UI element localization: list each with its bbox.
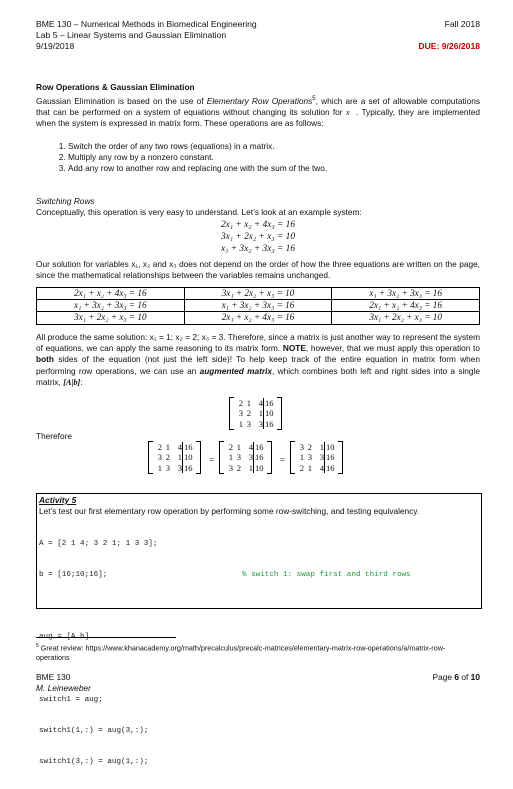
note-label: NOTE bbox=[282, 343, 306, 354]
matrix-cell: 1 bbox=[246, 398, 251, 408]
matrix-cell: 16 bbox=[324, 452, 337, 462]
matrix-cell: 1 bbox=[236, 442, 241, 452]
matrix-cell: 3 bbox=[246, 418, 251, 429]
matrix-cell: 2 bbox=[157, 442, 162, 452]
matrix-cell: 2 bbox=[228, 442, 233, 452]
code-comment: % switch 1: swap first and third rows bbox=[242, 571, 411, 579]
table-cell: 2x₁ + x₂ + 4x₃ = 16 bbox=[332, 300, 480, 312]
code-line: switch1(1,:) = aug(3,:); bbox=[39, 727, 149, 736]
activity-title: Activity 5 bbox=[39, 495, 77, 505]
right-bracket bbox=[338, 441, 343, 474]
code-line: A = [2 1 4; 3 2 1; 1 3 3]; bbox=[39, 539, 158, 548]
term: Fall 2018 bbox=[444, 19, 480, 29]
matrix-cell: 2 bbox=[165, 452, 170, 463]
right-bracket bbox=[267, 441, 272, 474]
augmented-term: augmented matrix bbox=[199, 365, 273, 376]
table-row bbox=[37, 288, 480, 300]
left-bracket bbox=[229, 397, 234, 430]
code-line bbox=[39, 601, 157, 611]
matrix-cell: 4 bbox=[248, 442, 253, 452]
code-line: aug = [A b] bbox=[39, 633, 90, 642]
matrix-cell: 2 bbox=[246, 408, 251, 419]
header-right bbox=[418, 19, 480, 52]
x-vector: x⃗ bbox=[345, 107, 356, 117]
page-number: Page 6 of 10 bbox=[432, 672, 480, 682]
matrix-cell: 3 bbox=[299, 442, 304, 452]
matrix-cell: 2 bbox=[238, 398, 243, 408]
operations-list bbox=[48, 141, 478, 175]
operation-item: 2. Multiply any row by a nonzero constant. bbox=[68, 152, 478, 163]
equation: 3x₁ + 2x₂ + x₃ = 10 bbox=[220, 232, 296, 242]
footnote-text: Great review: https://www.khanacademy.org/math/precalculus/precalc-matrices/elementary-matrix-row-operations/a/matrix-row-operations bbox=[36, 643, 446, 663]
matrix-swapped-rows-1-3 bbox=[290, 441, 343, 474]
equation: x₁ + 3x₂ + 3x₃ = 16 bbox=[220, 244, 296, 254]
matrix-cell: 3 bbox=[236, 452, 241, 463]
section-title: Row Operations & Gaussian Elimination bbox=[36, 82, 195, 92]
switching-intro: Conceptually, this operation is very easy to understand. Let’s look at an example system: bbox=[36, 207, 362, 217]
order-paragraph: Our solution for variables x₁, x₂ and x₃ does not depend on the order of how the three equations are written on the page, since the mathematical relationships between the variables remains unchanged. bbox=[36, 259, 480, 281]
matrix-cell: 3 bbox=[248, 452, 253, 463]
matrix-cell: 10 bbox=[182, 452, 195, 462]
footnote: $^5$ Great review: https://www.khanacademy.org/math/precalculus/precalc-matrices/elementary-matrix-row-operations/a/matrix-row-operations bbox=[36, 643, 446, 663]
table-cell: x₁ + 3x₂ + 3x₃ = 16 bbox=[37, 300, 185, 312]
table-cell: 3x₁ + 2x₂ + x₃ = 10 bbox=[184, 288, 332, 300]
left-bracket bbox=[290, 441, 295, 474]
matrix-cell: 4 bbox=[258, 398, 263, 408]
matrix-cell: 1 bbox=[307, 462, 312, 473]
matrix-cell: 3 bbox=[157, 452, 162, 463]
header-block bbox=[36, 19, 257, 52]
therefore-label: Therefore bbox=[36, 431, 72, 441]
footer-course: BME 130 bbox=[36, 672, 71, 682]
matrix-cell: 4 bbox=[319, 462, 324, 473]
matrix-cell: 10 bbox=[263, 408, 276, 418]
equivalent-systems-table bbox=[36, 287, 480, 325]
matrix-cell: 1 bbox=[248, 462, 253, 473]
matrix-cell: 16 bbox=[263, 419, 276, 429]
matrix-cell: 16 bbox=[182, 442, 195, 452]
table-cell: x₁ + 3x₂ + 3x₃ = 16 bbox=[184, 300, 332, 312]
matrix-cell: 3 bbox=[165, 462, 170, 473]
matrix-cell: 1 bbox=[177, 452, 182, 463]
table-cell: 3x₁ + 2x₂ + x₃ = 10 bbox=[37, 312, 185, 324]
matrix-cell: 16 bbox=[263, 398, 276, 408]
footer-left bbox=[36, 672, 91, 694]
matrix-cell: 3 bbox=[307, 452, 312, 463]
matrix-cell: 10 bbox=[253, 463, 266, 473]
matrix-cell: 16 bbox=[253, 442, 266, 452]
table-cell: 2x₁ + x₂ + 4x₃ = 16 bbox=[37, 288, 185, 300]
code-line: switch1 = aug; bbox=[39, 695, 103, 704]
course-title: BME 130 – Numerical Methods in Biomedical Engineering bbox=[36, 19, 257, 29]
matrix-cell: 3 bbox=[238, 408, 243, 419]
matrix-cell: 3 bbox=[319, 452, 324, 463]
matrix-cell: 1 bbox=[258, 408, 263, 419]
matrix-cell: 1 bbox=[319, 442, 324, 452]
matrix-cell: 2 bbox=[307, 442, 312, 452]
due-date: DUE: 9/26/2018 bbox=[418, 41, 480, 51]
matrix-original bbox=[148, 441, 201, 474]
example-system bbox=[36, 219, 480, 257]
lab-date: 9/19/2018 bbox=[36, 41, 75, 51]
matrix-cell: 1 bbox=[228, 452, 233, 463]
code-line: switch1(3,:) = aug(1,:); bbox=[39, 758, 149, 767]
intro-paragraph: Gaussian Elimination is based on the use of Elementary Row Operations$^5$, which are a set of allowable computations that can be performed on a system of equations without changing its solution for x⃗. Typically, they are implemented when the system is expressed in matrix form. These operations are as follows: bbox=[36, 95, 480, 129]
equals-sign: = bbox=[280, 455, 286, 465]
equation: 2x₁ + x₂ + 4x₃ = 16 bbox=[220, 220, 296, 230]
matrix-cell: 1 bbox=[238, 418, 243, 429]
table-cell: x₁ + 3x₂ + 3x₃ = 16 bbox=[332, 288, 480, 300]
table-cell: 2x₁ + x₂ + 4x₃ = 16 bbox=[184, 312, 332, 324]
table-row bbox=[37, 300, 480, 312]
operation-item: 1. Switch the order of any two rows (equations) in a matrix. bbox=[68, 141, 478, 152]
augmented-matrix bbox=[229, 397, 282, 430]
matrix-cell: 10 bbox=[324, 442, 337, 452]
table-row bbox=[37, 312, 480, 324]
matrix-cell: 2 bbox=[299, 462, 304, 473]
matrix-cell: 1 bbox=[299, 452, 304, 463]
footnote-rule bbox=[36, 637, 176, 638]
right-bracket bbox=[277, 397, 282, 430]
matrix-cell: 16 bbox=[182, 463, 195, 473]
matrix-swapped-rows-2-3 bbox=[219, 441, 272, 474]
code-line: b = [16;10;16]; bbox=[39, 571, 108, 580]
matrix-cell: 1 bbox=[157, 462, 162, 473]
matrix-cell: 16 bbox=[324, 463, 337, 473]
equals-sign: = bbox=[209, 455, 215, 465]
matrix-cell: 3 bbox=[228, 462, 233, 473]
left-bracket bbox=[148, 441, 153, 474]
matrix-cell: 2 bbox=[236, 462, 241, 473]
switching-title: Switching Rows bbox=[36, 196, 95, 206]
matrix-cell: 16 bbox=[253, 452, 266, 462]
activity-intro: Let’s test our first elementary row operation by performing some row-switching, and testing equivalency. bbox=[39, 506, 420, 516]
matrix-cell: 3 bbox=[177, 462, 182, 473]
matrix-cell: 1 bbox=[165, 442, 170, 452]
augmented-paragraph: All produce the same solution: x₁ = 1; x₂ = 2; x₃ = 3. Therefore, since a matrix is just another way to represent the system of equations, we can apply the same reasoning to its matrix form. NOTE, however, that we must apply this operation to both sides of the equation (not just the left side)! To help keep track of the entire equation in matrix form when performing row operations, we can use an augmented matrix, which combines both left and right sides into a single matrix, [A|b]: bbox=[36, 332, 480, 387]
operation-item: 3. Add any row to another row and replacing one with the sum of the two. bbox=[68, 163, 478, 174]
intro-emphasis: Elementary Row Operations bbox=[206, 95, 313, 106]
lab-title: Lab 5 – Linear Systems and Gaussian Elimination bbox=[36, 30, 227, 40]
matrix-cell: 4 bbox=[177, 442, 182, 452]
footer-author: M. Leineweber bbox=[36, 683, 91, 693]
left-bracket bbox=[219, 441, 224, 474]
table-cell: 3x₁ + 2x₂ + x₃ = 10 bbox=[332, 312, 480, 324]
right-bracket bbox=[196, 441, 201, 474]
matrix-cell: 3 bbox=[258, 418, 263, 429]
